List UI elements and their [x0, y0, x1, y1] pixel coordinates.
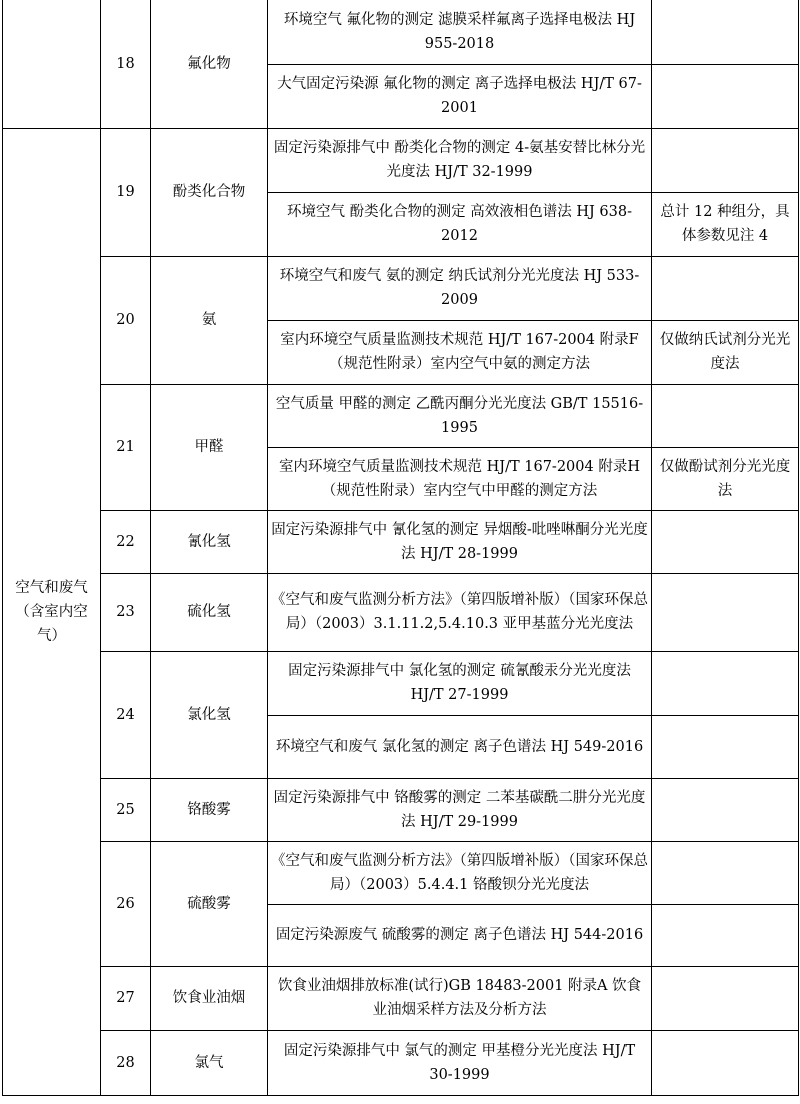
table-row [3, 651, 799, 715]
item-number: 19 [101, 128, 151, 256]
note-text [652, 510, 799, 573]
item-number: 23 [101, 573, 151, 651]
method-text: 室内环境空气质量监测技术规范 HJ/T 167-2004 附录H （规范性附录）室内空气中甲醛的测定方法 [268, 447, 652, 510]
item-name: 甲醛 [151, 384, 268, 510]
note-text [652, 573, 799, 651]
method-text: 空气质量 甲醛的测定 乙酰丙酮分光光度法 GB/T 15516-1995 [268, 384, 652, 447]
note-text: 总计 12 种组分，具体参数见注 4 [652, 192, 799, 256]
item-number: 22 [101, 510, 151, 573]
method-text: 《空气和废气监测分析方法》（第四版增补版）（国家环保总局）（2003）5.4.4.1 铬酸钡分光光度法 [268, 841, 652, 904]
method-text: 环境空气 酚类化合物的测定 高效液相色谱法 HJ 638-2012 [268, 192, 652, 256]
standards-table [2, 0, 799, 1096]
method-text: 环境空气 氟化物的测定 滤膜采样氟离子选择电极法 HJ 955-2018 [268, 0, 652, 64]
method-text: 室内环境空气质量监测技术规范 HJ/T 167-2004 附录F （规范性附录）室内空气中氨的测定方法 [268, 320, 652, 384]
item-number: 24 [101, 651, 151, 778]
table-row [3, 1030, 799, 1095]
item-name: 硫化氢 [151, 573, 268, 651]
method-text: 环境空气和废气 氨的测定 纳氏试剂分光光度法 HJ 533-2009 [268, 256, 652, 320]
note-text [652, 128, 799, 192]
item-number: 26 [101, 841, 151, 966]
table-row [3, 573, 799, 651]
note-text [652, 778, 799, 841]
item-number: 28 [101, 1030, 151, 1095]
method-text: 固定污染源排气中 氯气的测定 甲基橙分光光度法 HJ/T 30-1999 [268, 1030, 652, 1095]
item-number: 21 [101, 384, 151, 510]
item-number: 20 [101, 256, 151, 384]
table-row [3, 384, 799, 447]
method-text: 固定污染源废气 硫酸雾的测定 离子色谱法 HJ 544-2016 [268, 904, 652, 966]
item-name: 饮食业油烟 [151, 966, 268, 1030]
table-row [3, 510, 799, 573]
item-name: 酚类化合物 [151, 128, 268, 256]
note-text: 仅做酚试剂分光光度法 [652, 447, 799, 510]
note-text [652, 256, 799, 320]
note-text [652, 384, 799, 447]
item-name: 氯化氢 [151, 651, 268, 778]
note-text [652, 715, 799, 778]
item-name: 氰化氢 [151, 510, 268, 573]
item-name: 铬酸雾 [151, 778, 268, 841]
item-name: 氨 [151, 256, 268, 384]
item-number: 27 [101, 966, 151, 1030]
item-name: 硫酸雾 [151, 841, 268, 966]
note-text [652, 651, 799, 715]
note-text: 仅做纳氏试剂分光光度法 [652, 320, 799, 384]
table-row [3, 128, 799, 192]
category-name: 空气和废气（含室内空气） [3, 128, 101, 1095]
method-text: 饮食业油烟排放标准(试行)GB 18483-2001 附录A 饮食业油烟采样方法及分析方法 [268, 966, 652, 1030]
method-text: 环境空气和废气 氯化氢的测定 离子色谱法 HJ 549-2016 [268, 715, 652, 778]
table-row [3, 256, 799, 320]
table-row [3, 966, 799, 1030]
method-text: 《空气和废气监测分析方法》（第四版增补版）（国家环保总局）（2003）3.1.11.2,5.4.10.3 亚甲基蓝分光光度法 [268, 573, 652, 651]
table-row [3, 0, 799, 64]
method-text: 固定污染源排气中 氯化氢的测定 硫氰酸汞分光光度法 HJ/T 27-1999 [268, 651, 652, 715]
method-text: 固定污染源排气中 氰化氢的测定 异烟酸-吡唑啉酮分光光度法 HJ/T 28-1999 [268, 510, 652, 573]
item-name: 氯气 [151, 1030, 268, 1095]
note-text [652, 1030, 799, 1095]
method-text: 固定污染源排气中 铬酸雾的测定 二苯基碳酰二肼分光光度法 HJ/T 29-1999 [268, 778, 652, 841]
item-number: 25 [101, 778, 151, 841]
item-name: 氟化物 [151, 0, 268, 128]
table-row [3, 778, 799, 841]
note-text [652, 841, 799, 904]
table-row [3, 841, 799, 904]
item-number: 18 [101, 0, 151, 128]
note-text [652, 966, 799, 1030]
method-text: 固定污染源排气中 酚类化合物的测定 4-氨基安替比林分光光度法 HJ/T 32-1999 [268, 128, 652, 192]
category-cell-continued [3, 0, 101, 128]
method-text: 大气固定污染源 氟化物的测定 离子选择电极法 HJ/T 67-2001 [268, 64, 652, 128]
note-text [652, 904, 799, 966]
note-text [652, 0, 799, 64]
note-text [652, 64, 799, 128]
